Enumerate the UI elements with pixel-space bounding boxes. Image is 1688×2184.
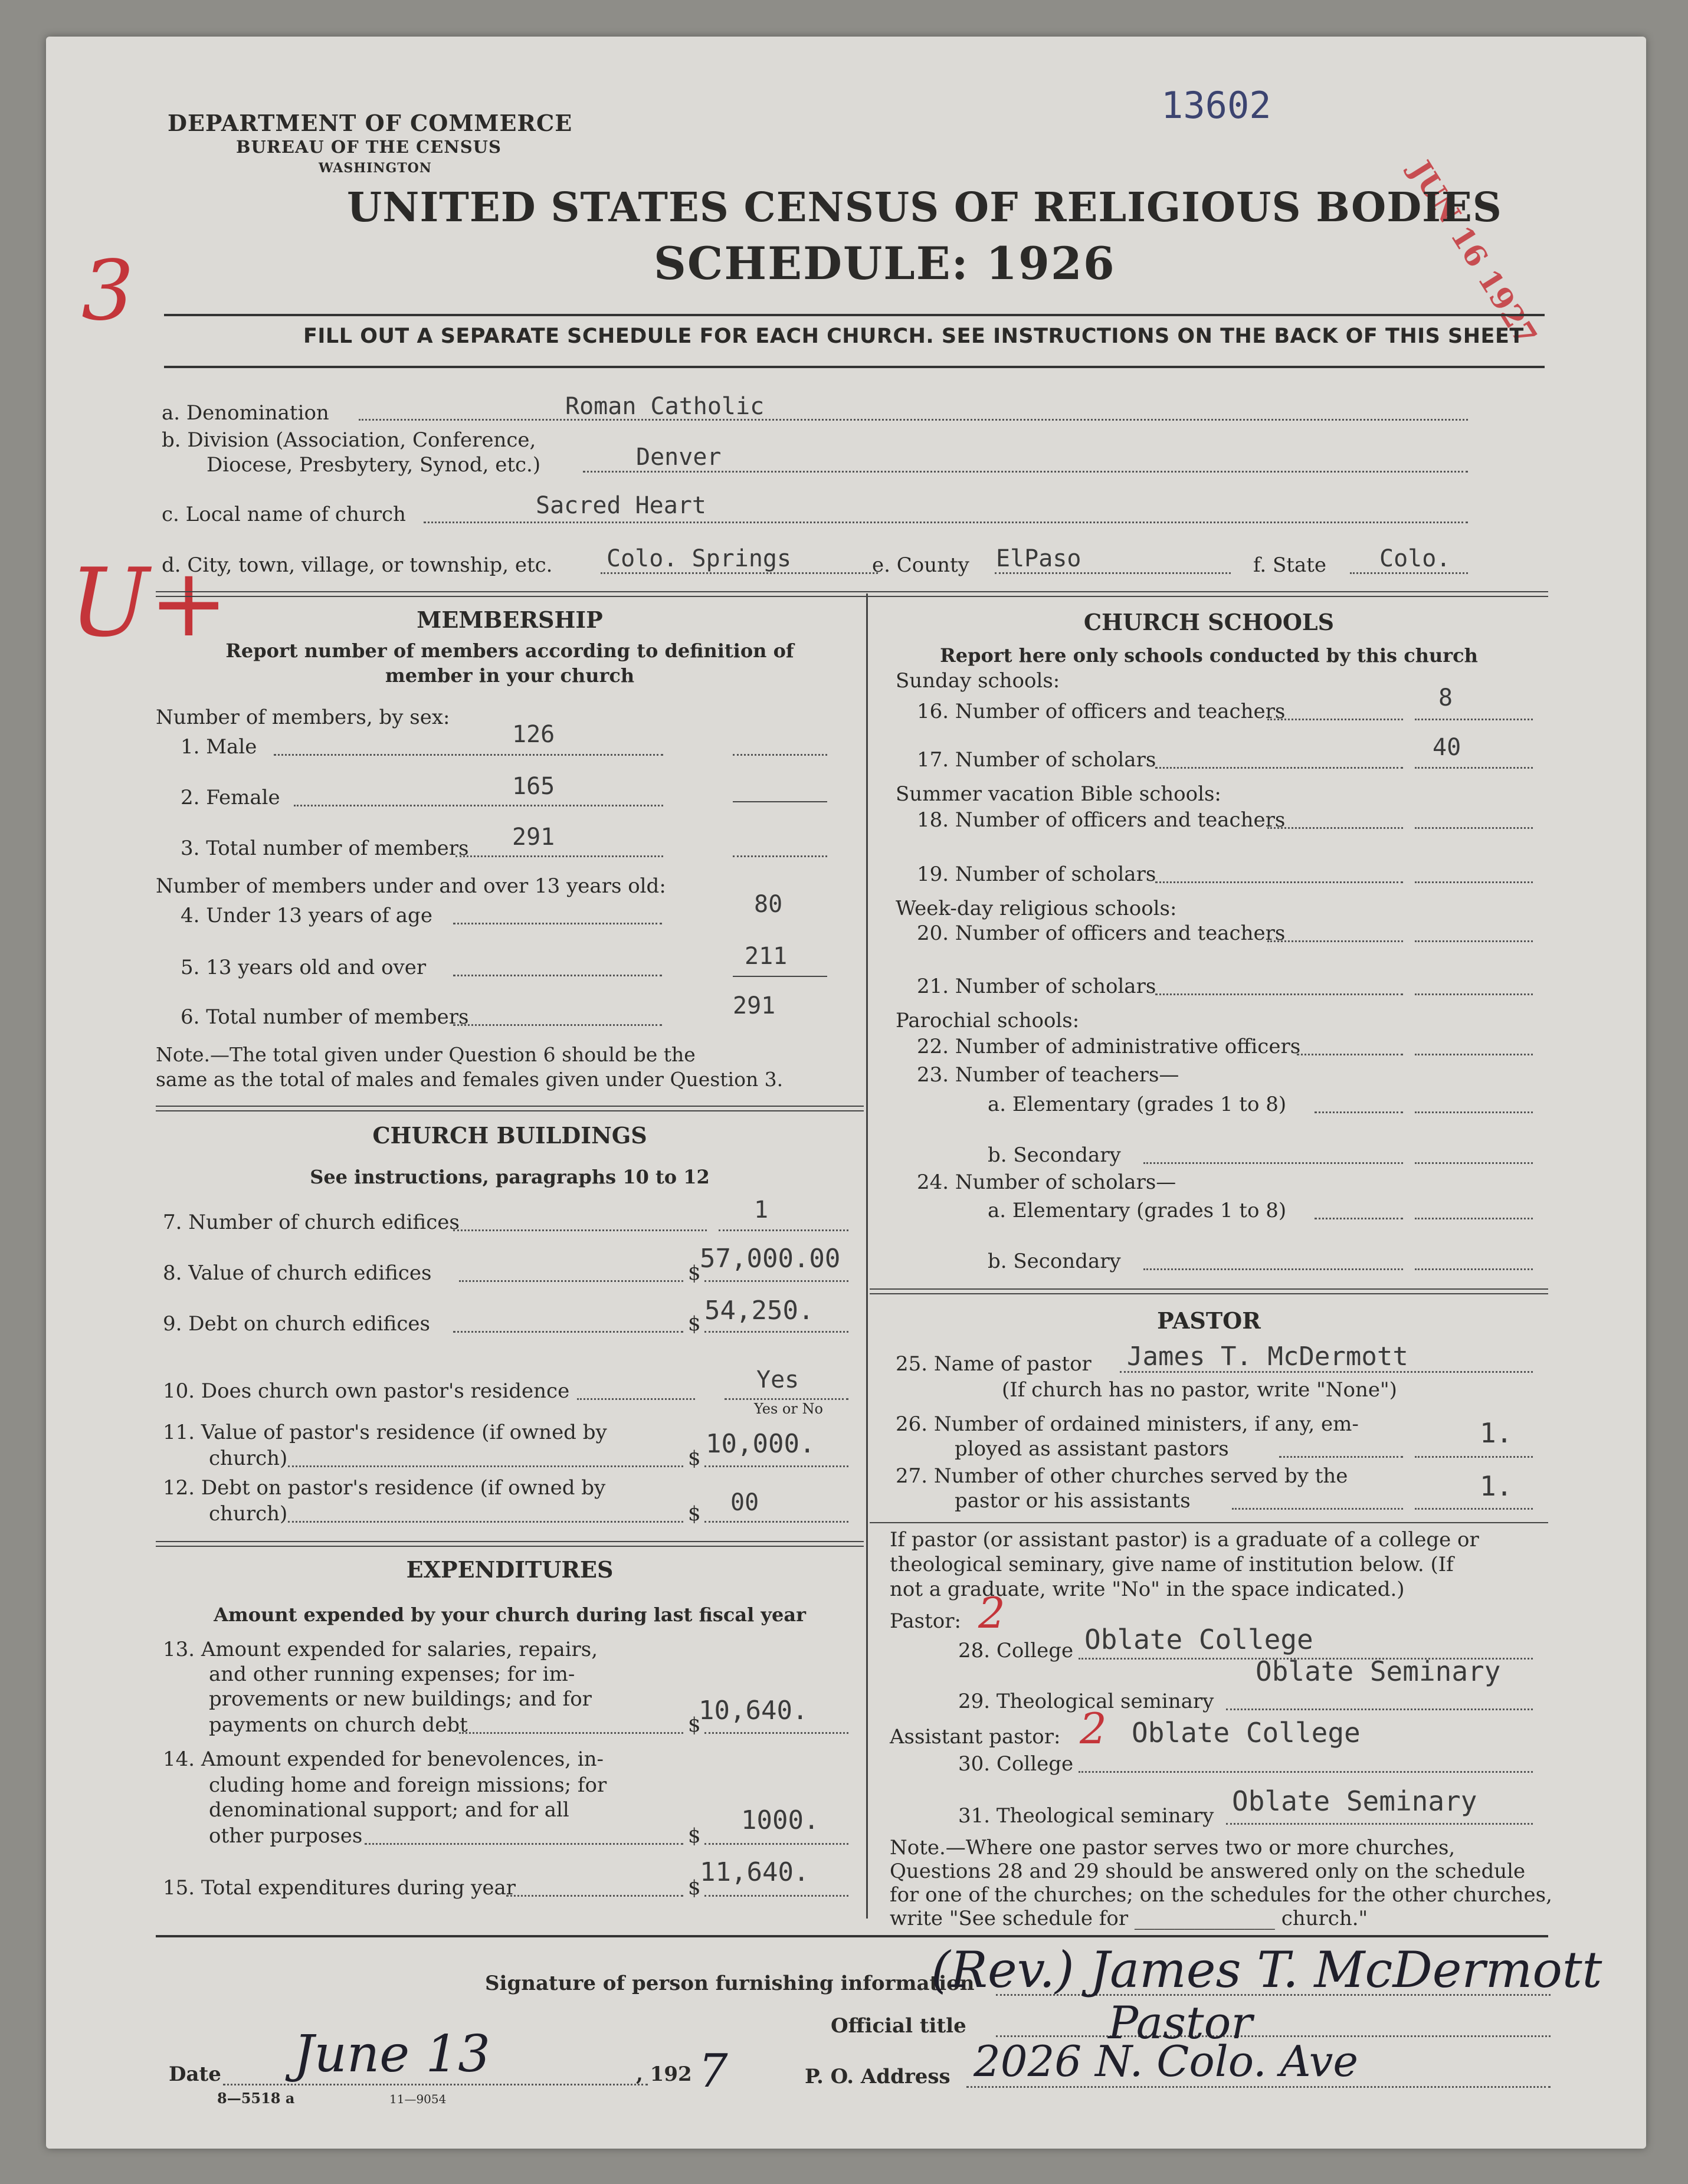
- red-handwritten-mark: 3: [81, 243, 135, 339]
- q15-total-expenditures-field[interactable]: 11,640.: [700, 1857, 809, 1887]
- denomination-label: a. Denomination: [162, 401, 329, 425]
- membership-subtitle-1: Report number of members according to definition of: [225, 640, 794, 662]
- q8-label: 8. Value of church edifices: [163, 1261, 432, 1285]
- q16-label: 16. Number of officers and teachers: [917, 700, 1286, 723]
- q27-label-2: pastor or his assistants: [955, 1489, 1191, 1513]
- county-label: e. County: [872, 553, 969, 577]
- buildings-subtitle: See instructions, paragraphs 10 to 12: [310, 1166, 710, 1188]
- section-rule: [156, 591, 1548, 592]
- q17-sunday-scholars-field[interactable]: 40: [1433, 734, 1461, 761]
- q25-note: (If church has no pastor, write "None"): [1002, 1378, 1397, 1402]
- schools-subtitle: Report here only schools conducted by this church: [940, 644, 1478, 667]
- q25-pastor-name-field[interactable]: James T. McDermott: [1127, 1342, 1408, 1372]
- city-label: d. City, town, village, or township, etc.: [162, 553, 553, 577]
- division-label-2: Diocese, Presbytery, Synod, etc.): [207, 453, 541, 477]
- q27-other-churches-field[interactable]: 1.: [1480, 1470, 1513, 1502]
- q9-debt-field[interactable]: 54,250.: [704, 1296, 814, 1326]
- q13-dollar: $: [688, 1713, 701, 1737]
- q1-male-field[interactable]: 126: [512, 721, 555, 748]
- q13-label-2: and other running expenses; for im-: [209, 1662, 575, 1686]
- pastor-red-mark: 2: [978, 1588, 1005, 1638]
- schedule-year: SCHEDULE: 1926: [654, 237, 1116, 290]
- q13-label-3: provements or new buildings; and for: [209, 1687, 592, 1711]
- year-field[interactable]: 7: [699, 2045, 728, 2098]
- header-rule-top: [164, 314, 1545, 316]
- assistant-red-mark: 2: [1080, 1704, 1107, 1753]
- date-field[interactable]: June 13: [294, 2025, 490, 2084]
- q31-label: 31. Theological seminary: [958, 1804, 1214, 1828]
- sunday-schools-label: Sunday schools:: [896, 669, 1060, 693]
- pastor-title: PASTOR: [1157, 1307, 1261, 1334]
- division-field[interactable]: Denver: [636, 444, 722, 471]
- q11-label-2: church): [209, 1447, 288, 1470]
- graduate-instructions-2: theological seminary, give name of institution below. (If: [890, 1553, 1454, 1576]
- column-divider: [866, 593, 868, 1919]
- footer-rule: [156, 1935, 1548, 1937]
- q5-13plus-field[interactable]: 211: [745, 943, 788, 970]
- q7-edifices-field[interactable]: 1: [754, 1196, 769, 1224]
- q11-residence-value-field[interactable]: 10,000.: [706, 1429, 815, 1459]
- q23a-label: a. Elementary (grades 1 to 8): [988, 1093, 1287, 1116]
- membership-title: MEMBERSHIP: [417, 606, 603, 633]
- graduate-instructions-1: If pastor (or assistant pastor) is a graduate of a college or: [890, 1528, 1479, 1552]
- pastor-label: Pastor:: [890, 1609, 961, 1633]
- q10-label: 10. Does church own pastor's residence: [163, 1379, 570, 1403]
- division-label: b. Division (Association, Conference,: [162, 428, 536, 452]
- q15-label: 15. Total expenditures during year: [163, 1876, 516, 1900]
- q6-label: 6. Total number of members: [181, 1005, 469, 1029]
- q8-value-field[interactable]: 57,000.00: [700, 1244, 841, 1274]
- q10-owns-residence-field[interactable]: Yes: [756, 1366, 799, 1393]
- assistant-pastor-label: Assistant pastor:: [890, 1725, 1061, 1749]
- buildings-title: CHURCH BUILDINGS: [372, 1122, 647, 1149]
- q11-label: 11. Value of pastor's residence (if owned by: [163, 1421, 607, 1444]
- census-schedule-sheet: [46, 37, 1646, 2149]
- q28-label: 28. College: [958, 1639, 1074, 1662]
- q11-dollar: $: [688, 1447, 701, 1470]
- q5-label: 5. 13 years old and over: [181, 956, 427, 979]
- q9-label: 9. Debt on church edifices: [163, 1312, 430, 1336]
- membership-subtitle-2: member in your church: [385, 664, 635, 687]
- po-address-field[interactable]: 2026 N. Colo. Ave: [974, 2037, 1358, 2086]
- q9-dollar: $: [688, 1312, 701, 1336]
- q25-label: 25. Name of pastor: [896, 1352, 1092, 1376]
- q14-label-2: cluding home and foreign missions; for: [209, 1773, 607, 1797]
- q19-label: 19. Number of scholars: [917, 863, 1156, 886]
- local-name-field[interactable]: Sacred Heart: [536, 492, 706, 519]
- form-title: UNITED STATES CENSUS OF RELIGIOUS BODIES: [347, 184, 1502, 231]
- parochial-schools-label: Parochial schools:: [896, 1009, 1080, 1032]
- q30-assistant-college-field[interactable]: Oblate College: [1132, 1717, 1361, 1749]
- membership-note-2: same as the total of males and females given under Question 3.: [156, 1068, 784, 1091]
- official-title-field[interactable]: Pastor: [1108, 1996, 1253, 2049]
- membership-note-1: Note.—The total given under Question 6 should be the: [156, 1043, 696, 1066]
- header-rule-bottom: [164, 366, 1545, 368]
- official-title-label: Official title: [831, 2014, 966, 2038]
- local-name-label: c. Local name of church: [162, 503, 406, 526]
- print-number: 11—9054: [389, 2092, 447, 2106]
- q8-dollar: $: [688, 1261, 701, 1285]
- red-handwritten-mark-u: U+: [70, 547, 228, 658]
- q14-label-1: 14. Amount expended for benevolences, in-: [163, 1747, 604, 1771]
- q15-dollar: $: [688, 1876, 701, 1900]
- q17-label: 17. Number of scholars: [917, 748, 1156, 772]
- expenditures-title: EXPENDITURES: [406, 1556, 614, 1583]
- serial-number: 13602: [1161, 84, 1271, 127]
- q24a-label: a. Elementary (grades 1 to 8): [988, 1199, 1287, 1222]
- denomination-field[interactable]: Roman Catholic: [565, 393, 765, 420]
- q14-label-4: other purposes: [209, 1824, 363, 1848]
- q26-label: 26. Number of ordained ministers, if any, em-: [896, 1412, 1359, 1436]
- q20-label: 20. Number of officers and teachers: [917, 922, 1286, 945]
- q7-label: 7. Number of church edifices: [163, 1211, 460, 1234]
- q23-label: 23. Number of teachers—: [917, 1063, 1179, 1087]
- q26-label-2: ployed as assistant pastors: [955, 1437, 1229, 1461]
- q14-benevolences-field[interactable]: 1000.: [741, 1805, 820, 1835]
- bureau-city: WASHINGTON: [319, 160, 432, 176]
- q2-female-field[interactable]: 165: [512, 773, 555, 800]
- q29-pastor-seminary-field[interactable]: Oblate Seminary: [1256, 1655, 1501, 1687]
- department-name: DEPARTMENT OF COMMERCE: [168, 110, 573, 136]
- q18-label: 18. Number of officers and teachers: [917, 808, 1286, 832]
- county-field[interactable]: ElPaso: [996, 545, 1081, 572]
- instruction-banner: FILL OUT A SEPARATE SCHEDULE FOR EACH CHURCH. SEE INSTRUCTIONS ON THE BACK OF THIS SHEET: [303, 324, 1524, 348]
- q12-label: 12. Debt on pastor's residence (if owned by: [163, 1476, 606, 1500]
- q13-label-1: 13. Amount expended for salaries, repairs,: [163, 1638, 598, 1661]
- po-address-label: P. O. Address: [805, 2065, 950, 2088]
- q3-total-field[interactable]: 291: [512, 824, 555, 851]
- q26-assistant-pastors-field[interactable]: 1.: [1480, 1417, 1513, 1449]
- q1-label: 1. Male: [181, 735, 257, 759]
- q2-label: 2. Female: [181, 786, 280, 809]
- members-by-sex-label: Number of members, by sex:: [156, 706, 450, 729]
- members-by-age-label: Number of members under and over 13 years old:: [156, 874, 666, 898]
- q14-dollar: $: [688, 1824, 701, 1848]
- q16-sunday-teachers-field[interactable]: 8: [1438, 684, 1453, 711]
- q4-under13-field[interactable]: 80: [754, 891, 783, 918]
- q13-running-expenses-field[interactable]: 10,640.: [699, 1696, 808, 1726]
- signature-field[interactable]: (Rev.) James T. McDermott: [931, 1941, 1602, 1999]
- q28-pastor-college-field[interactable]: Oblate College: [1084, 1624, 1313, 1655]
- year-prefix: , 192: [636, 2062, 692, 2086]
- q3-label: 3. Total number of members: [181, 837, 469, 860]
- weekday-schools-label: Week-day religious schools:: [896, 897, 1177, 920]
- q12-residence-debt-field[interactable]: 00: [730, 1489, 759, 1516]
- q24b-label: b. Secondary: [988, 1250, 1121, 1273]
- graduate-instructions-3: not a graduate, write "No" in the space indicated.): [890, 1578, 1405, 1601]
- q6-total-field[interactable]: 291: [733, 992, 776, 1019]
- q14-label-3: denominational support; and for all: [209, 1798, 569, 1822]
- summer-schools-label: Summer vacation Bible schools:: [896, 782, 1221, 806]
- state-label: f. State: [1253, 553, 1326, 577]
- form-number: 8—5518 a: [217, 2090, 295, 2107]
- q22-label: 22. Number of administrative officers: [917, 1035, 1301, 1058]
- pastor-note-2: Questions 28 and 29 should be answered only on the schedule: [890, 1860, 1526, 1883]
- pastor-note-3: for one of the churches; on the schedules for the other churches,: [890, 1883, 1552, 1907]
- q30-label: 30. College: [958, 1752, 1074, 1776]
- q23b-label: b. Secondary: [988, 1143, 1121, 1167]
- q12-dollar: $: [688, 1502, 701, 1526]
- pastor-note-1: Note.—Where one pastor serves two or more churches,: [890, 1836, 1456, 1860]
- q21-label: 21. Number of scholars: [917, 975, 1156, 998]
- state-field[interactable]: Colo.: [1379, 545, 1451, 572]
- q13-label-4: payments on church debt: [209, 1713, 468, 1737]
- expenditures-subtitle: Amount expended by your church during last fiscal year: [214, 1603, 806, 1626]
- q27-label: 27. Number of other churches served by the: [896, 1464, 1348, 1488]
- schools-title: CHURCH SCHOOLS: [1083, 609, 1335, 635]
- q29-label: 29. Theological seminary: [958, 1690, 1214, 1713]
- bureau-name: BUREAU OF THE CENSUS: [236, 137, 502, 157]
- q31-assistant-seminary-field[interactable]: Oblate Seminary: [1232, 1785, 1477, 1817]
- signature-label: Signature of person furnishing information: [485, 1972, 975, 1995]
- received-date-stamp: JUN 16 1927: [1402, 155, 1544, 352]
- date-label: Date: [169, 2062, 221, 2086]
- yes-or-no-hint: Yes or No: [754, 1401, 823, 1417]
- q24-label: 24. Number of scholars—: [917, 1170, 1176, 1194]
- q4-label: 4. Under 13 years of age: [181, 904, 432, 927]
- q12-label-2: church): [209, 1502, 288, 1526]
- city-field[interactable]: Colo. Springs: [607, 545, 792, 572]
- pastor-note-4: write "See schedule for ______________ church.": [890, 1907, 1368, 1930]
